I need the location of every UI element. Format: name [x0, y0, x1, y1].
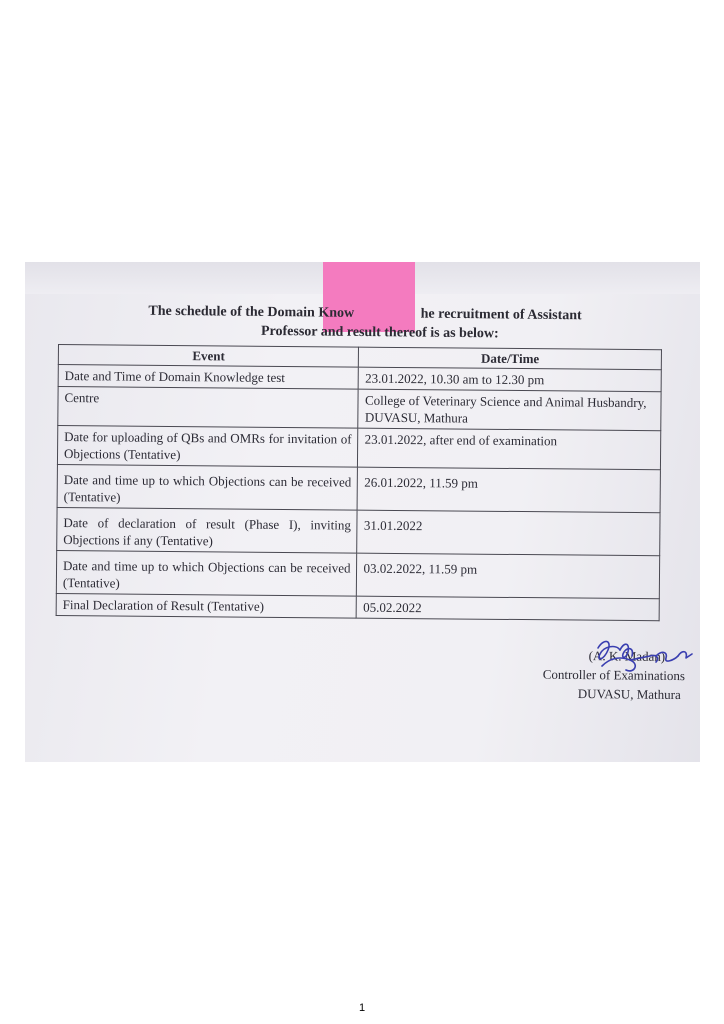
table-row [57, 426, 660, 470]
event-cell: Date and time up to which Objections can be received (Tentative) [57, 464, 358, 510]
schedule-table [56, 344, 662, 621]
page-number: 1 [358, 1002, 366, 1014]
event-cell: Date of declaration of result (Phase I), inviting Objections if any (Tentative) [57, 507, 358, 553]
heading-line-2: Professor and result thereof is as below: [260, 323, 499, 342]
faint-bleed-through-text [163, 270, 203, 282]
event-cell: Centre [58, 387, 359, 429]
event-cell: Date for uploading of QBs and OMRs for invitation of Objections (Tentative) [57, 426, 358, 468]
signatory-designation: Controller of Examinations [542, 666, 686, 684]
event-cell: Date and time up to which Objections can be received (Tentative) [56, 550, 357, 596]
table-row [56, 593, 659, 620]
date-cell: 03.02.2022, 11.59 pm [357, 553, 660, 599]
date-cell: College of Veterinary Science and Animal Husbandry, DUVASU, Mathura [358, 389, 661, 431]
document-photo [25, 262, 700, 762]
date-cell: 26.01.2022, 11.59 pm [358, 467, 661, 513]
table-row [58, 387, 661, 431]
schedule-heading [85, 301, 645, 345]
schedule-table-wrapper [56, 344, 668, 621]
date-cell: 23.01.2022, 10.30 am to 12.30 pm [359, 367, 662, 392]
column-header-event: Event [58, 345, 359, 368]
date-cell: 05.02.2022 [357, 596, 660, 621]
event-cell: Final Declaration of Result (Tentative) [56, 593, 357, 618]
date-cell: 23.01.2022, after end of examination [358, 428, 661, 470]
column-header-date: Date/Time [359, 347, 662, 370]
event-cell: Date and Time of Domain Knowledge test [58, 365, 359, 390]
handwritten-signature-icon [590, 634, 700, 682]
signatory-office: DUVASU, Mathura [577, 686, 681, 703]
table-row [57, 464, 660, 512]
table-row [57, 507, 660, 555]
table-row [56, 550, 659, 598]
signatory-name: (A. K. Madan) [588, 648, 666, 664]
heading-line-1: The schedule of the Domain Know he recruitment of Assistant [148, 303, 582, 324]
date-cell: 31.01.2022 [357, 510, 660, 556]
